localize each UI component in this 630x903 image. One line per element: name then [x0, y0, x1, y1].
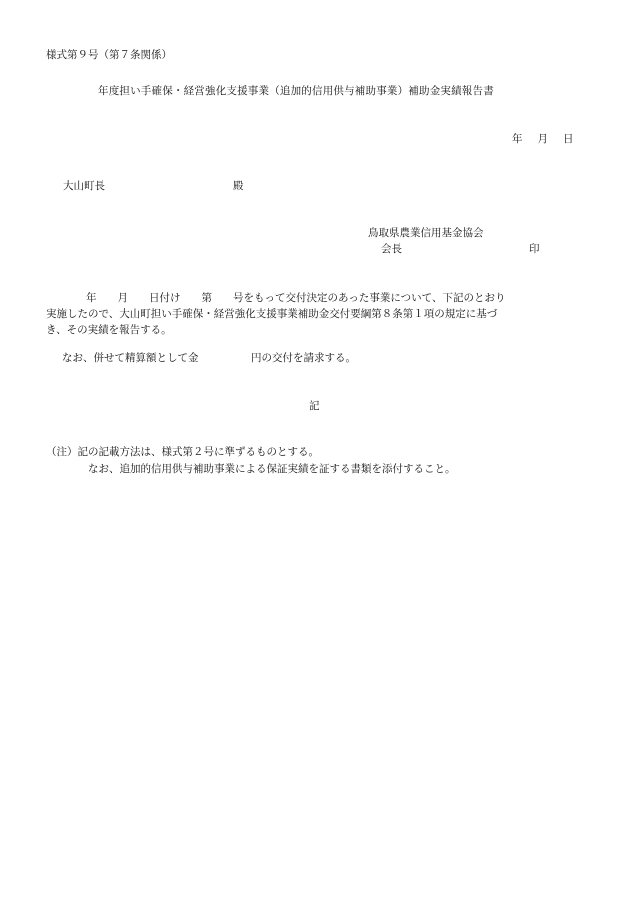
- sender-organization: 鳥取県農業信用基金協会: [368, 227, 484, 239]
- document-title: 年度担い手確保・経営強化支援事業（追加的信用供与補助事業）補助金実績報告書: [98, 85, 494, 97]
- date-year: 年: [512, 133, 523, 145]
- note-2: なお、追加的信用供与補助事業による保証実績を証する書類を添付すること。: [88, 463, 456, 475]
- addressee-honorific: 殿: [233, 180, 244, 192]
- seal-mark: 印: [529, 243, 540, 255]
- body-line-3: き、その実績を報告する。: [46, 324, 172, 336]
- sender-title: 会長: [381, 243, 402, 255]
- body-paragraph: [46, 290, 586, 338]
- ki-heading: 記: [309, 400, 320, 412]
- date-day: 日: [563, 133, 574, 145]
- note-1: （注）記の記載方法は、様式第２号に準ずるものとする。: [46, 446, 319, 458]
- claim-sentence: なお、併せて精算額として金 円の交付を請求する。: [62, 352, 356, 364]
- date-line: [512, 134, 574, 145]
- form-number: 様式第９号（第７条関係）: [46, 49, 172, 61]
- addressee-name: 大山町長: [63, 180, 105, 192]
- body-line-1: 年 月 日付け 第 号をもって交付決定のあった事業について、下記のとおり: [86, 292, 506, 304]
- date-month: 月: [537, 133, 548, 145]
- body-line-2: 実施したので、大山町担い手確保・経営強化支援事業補助金交付要綱第８条第１項の規定に基づ: [46, 308, 498, 320]
